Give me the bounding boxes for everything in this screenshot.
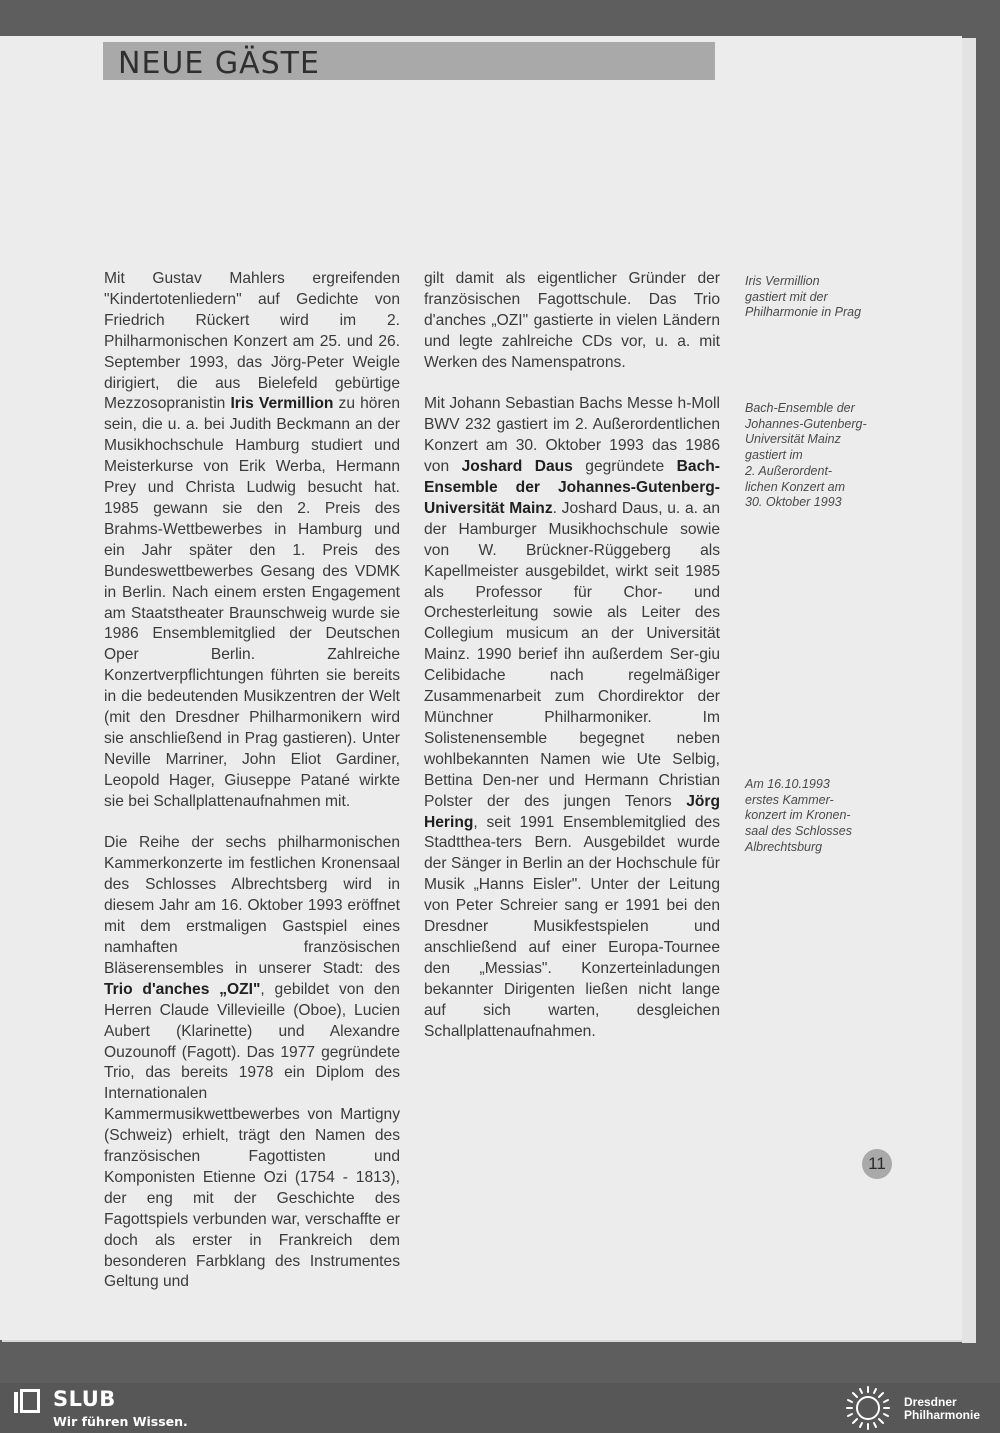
- sidenote-iris-vermillion: Iris Vermillion gastiert mit der Philharmonie in Prag: [745, 274, 862, 320]
- sidenote-kammerkonzert: Am 16.10.1993 erstes Kammer- konzert im Kronen- saal des Schlosses Albrechtsburg: [745, 777, 853, 854]
- page-edge: [962, 38, 976, 1343]
- dresdner-philharmonie-logo-icon: [842, 1385, 894, 1431]
- paragraph-bach-ensemble: Mit Johann Sebastian Bachs Messe h-Moll BWV 232 gastiert im 2. Außerordentlichen Konzert am 30. Oktober 1993 das 1986 von Joshard Daus gegründete Bach-Ensemble der Johannes-Gutenberg-Universität Mainz. Joshard Daus, u. a. an der Hamburger Musikhochschule sowie von W. Brückner-Rüggeberg als Kapellmeister ausgebildet, wirkt seit 1985 als Professor für Chor- und Orchesterleitung sowie als Leiter des Collegium musicum an der Universität Mainz. 1990 berief ihn außerdem Ser-giu Celibidache nach regelmäßiger Zusammenarbeit zum Chordirektor der Münchner Philharmoniker. Im Solistenensemble begegnet neben wohlbekannten Namen wie Ute Selbig, Bettina Den-ner und Hermann Christian Polster der des jungen Tenors Jörg Hering, seit 1991 Ensemblemitglied des Stadtthea-ters Bern. Ausgebildet wurde der Sänger in Berlin an der Hochschule für Musik „Hanns Eisler". Unter der Leitung von Peter Schreier sang er 1991 bei den Dresdner Musikfestspielen und anschließend auf einer Europa-Tournee den „Messias". Konzerteinladungen bekannter Dirigenten ließen nicht lange auf sich warten, desgleichen Schallplattenaufnahmen.: [424, 395, 721, 1040]
- sidenote-bach-ensemble: Bach-Ensemble der Johannes-Gutenberg- Universität Mainz gastiert im 2. Außerordent- lichen Konzert am 30. Oktober 1993: [745, 401, 867, 510]
- orchestra-name: Dresdner Philharmonie: [904, 1395, 981, 1422]
- paragraph-iris-vermillion: Mit Gustav Mahlers ergreifenden "Kindertotenliedern" auf Gedichte von Friedrich Rückert wird im 2. Philharmonischen Konzert am 25. und 26. September 1993, das Jörg-Peter Weigle dirigiert, die aus Bielefeld gebürtige Mezzosopranistin Iris Vermillion zu hören sein, die u. a. bei Judith Beckmann an der Musikhochschule Hamburg studiert und Meisterkurse von Erik Werba, Hermann Prey und Christa Ludwig besucht hat. 1985 gewann sie den 2. Preis des Brahms-Wettbewerbes in Hamburg und ein Jahr später den 1. Preis des Bundeswettbewerbes Gesang des VDMK in Berlin. Nach einem ersten Engagement am Staatstheater Braunschweig wurde sie 1986 Ensemblemitglied der Deutschen Oper Berlin. Zahlreiche Konzertverpflichtungen führten sie bereits in die bedeutenden Musikzentren der Welt (mit den Dresdner Philharmonikern wird sie anschließend in Prag gastieren). Unter Neville Marriner, John Eliot Gardiner, Leopold Hager, Giuseppe Patané wirkte sie bei Schallplattenaufnahmen mit.: [104, 270, 401, 810]
- name-joshard-daus: Joshard Daus: [461, 458, 573, 476]
- paragraph-trio-ozi: Die Reihe der sechs philharmonischen Kammerkonzerte im festlichen Kronensaal des Schlosses Albrechtsberg wird in diesem Jahr am 16. Oktober 1993 eröffnet mit dem erstmaligen Gastspiel eines namhaften französischen Bläserensembles in unserer Stadt: des Trio d'anches „OZI", gebildet von den Herren Claude Villevieille (Oboe), Lucien Aubert (Klarinette) und Alexandre Ouzounoff (Fagott). Das 1977 gegründete Trio, das bereits 1978 ein Diplom des Internationalen Kammermusikwettbewerbes von Martigny (Schweiz) erhielt, trägt den Namen des französischen Fagottisten und Komponisten Etienne Ozi (1754 - 1813), der eng mit der Geschichte des Fagottspiels verbunden war, verschaffte er doch als erster in Frankreich dem besonderen Farbklang des Instrumentes Geltung und: [104, 834, 400, 1291]
- page-number: 11: [862, 1149, 892, 1179]
- paragraph-trio-continued: gilt damit als eigentlicher Gründer der französischen Fagottschule. Das Trio d'anches „OZI" gastierte in vielen Ländern und legte zahlreiche CDs vor, u. a. mit Werken des Namenspatrons.: [424, 270, 720, 371]
- library-tagline: Wir führen Wissen.: [53, 1414, 188, 1429]
- name-trio-ozi: Trio d'anches „OZI": [104, 980, 261, 998]
- name-iris-vermillion: Iris Vermillion: [230, 395, 334, 413]
- name-bach-ensemble: Bach-Ensemble der Johannes-Gutenberg-Universität Mainz: [424, 458, 720, 517]
- library-name: SLUB: [53, 1387, 116, 1411]
- slub-logo-icon: [14, 1389, 40, 1413]
- text-column-right: [424, 269, 720, 1063]
- section-title: NEUE GÄSTE: [118, 46, 320, 81]
- name-joerg-hering: Jörg Hering: [424, 792, 720, 831]
- text-column-left: [104, 269, 400, 1314]
